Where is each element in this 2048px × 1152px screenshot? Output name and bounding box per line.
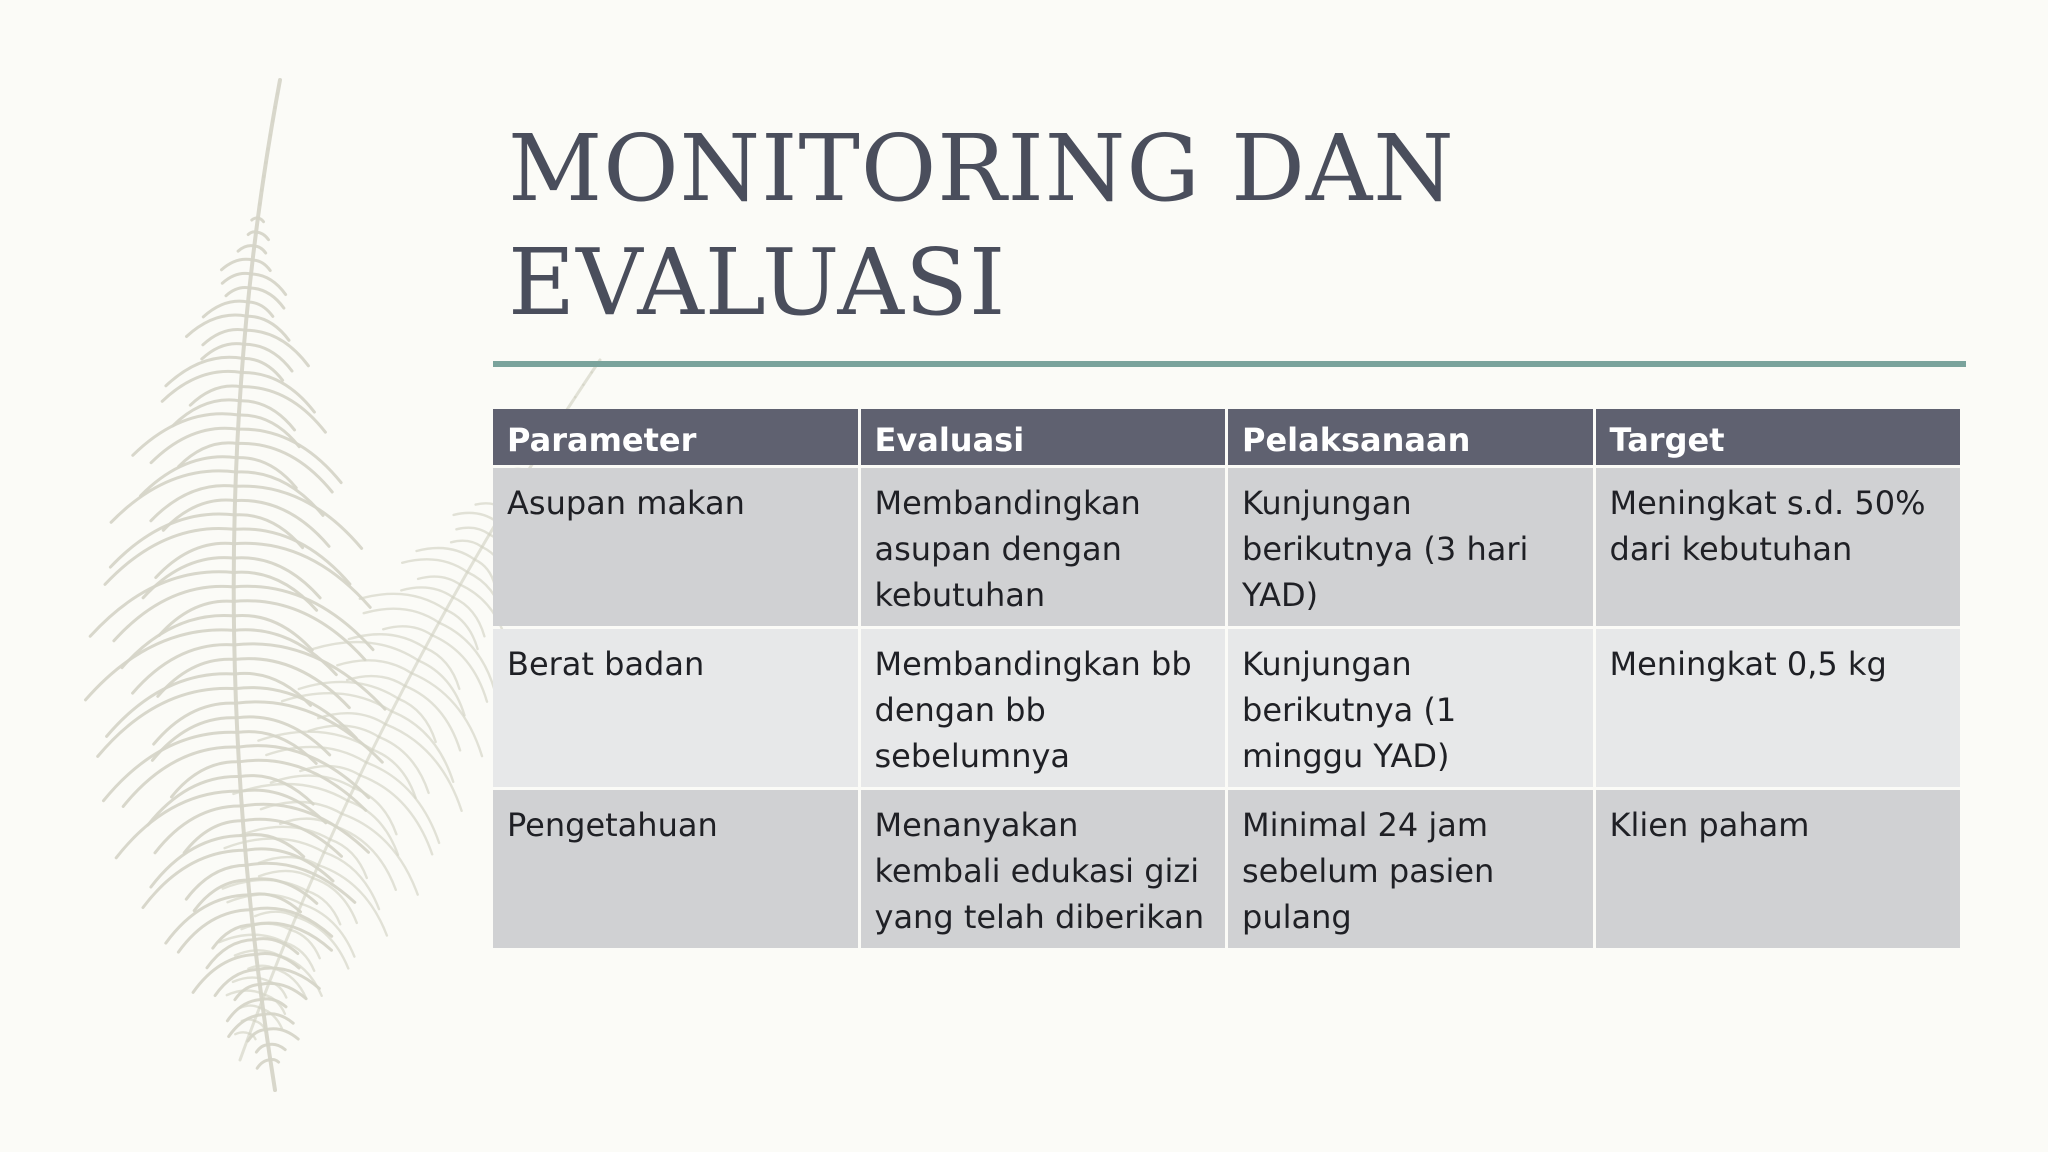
cell-evaluasi: Membandingkan asupan dengan kebutuhan bbox=[861, 468, 1226, 626]
title-divider bbox=[493, 361, 1966, 367]
table-header-row bbox=[493, 409, 1960, 465]
page-title bbox=[508, 112, 1908, 340]
cell-target: Meningkat 0,5 kg bbox=[1596, 629, 1961, 787]
header-pelaksanaan: Pelaksanaan bbox=[1228, 409, 1593, 465]
table-row bbox=[493, 468, 1960, 626]
header-evaluasi: Evaluasi bbox=[861, 409, 1226, 465]
title-line-2: EVALUASI bbox=[508, 229, 1007, 336]
monitoring-table bbox=[490, 406, 1963, 951]
cell-target: Meningkat s.d. 50% dari kebutuhan bbox=[1596, 468, 1961, 626]
cell-pelaksanaan: Kunjungan berikutnya (3 hari YAD) bbox=[1228, 468, 1593, 626]
cell-pelaksanaan: Kunjungan berikutnya (1 minggu YAD) bbox=[1228, 629, 1593, 787]
cell-target: Klien paham bbox=[1596, 790, 1961, 948]
table-row bbox=[493, 629, 1960, 787]
cell-evaluasi: Membandingkan bb dengan bb sebelumnya bbox=[861, 629, 1226, 787]
cell-parameter: Pengetahuan bbox=[493, 790, 858, 948]
header-parameter: Parameter bbox=[493, 409, 858, 465]
cell-parameter: Asupan makan bbox=[493, 468, 858, 626]
title-line-1: MONITORING DAN bbox=[508, 115, 1455, 222]
table-row bbox=[493, 790, 1960, 948]
cell-evaluasi: Menanyakan kembali edukasi gizi yang telah diberikan bbox=[861, 790, 1226, 948]
header-target: Target bbox=[1596, 409, 1961, 465]
cell-pelaksanaan: Minimal 24 jam sebelum pasien pulang bbox=[1228, 790, 1593, 948]
cell-parameter: Berat badan bbox=[493, 629, 858, 787]
